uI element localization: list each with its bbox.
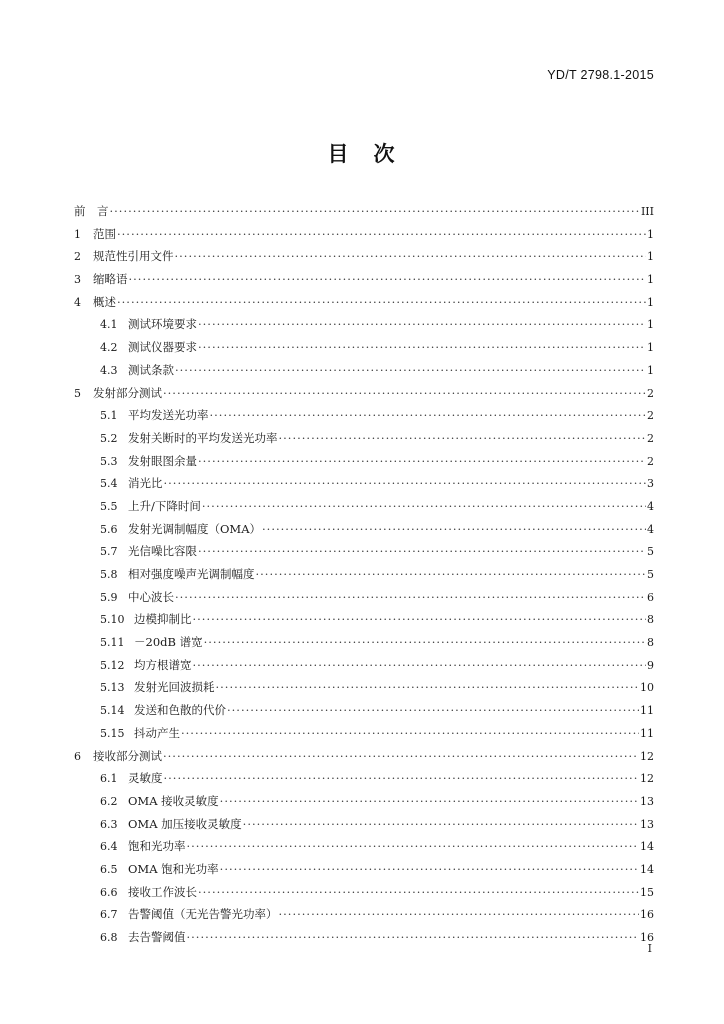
- toc-entry-number: 6.7: [100, 908, 118, 922]
- toc-leader-dots: [227, 699, 639, 722]
- page-number: I: [647, 942, 652, 955]
- toc-entry-page: 15: [640, 885, 654, 899]
- toc-entry[interactable]: [74, 790, 654, 813]
- toc-entry[interactable]: [74, 631, 654, 654]
- toc-entry[interactable]: [74, 359, 654, 382]
- toc-entry-page: 14: [640, 840, 654, 854]
- toc-entry-title: 光信噪比容限: [128, 544, 197, 559]
- toc-entry-number: 4.2: [100, 341, 118, 355]
- toc-entry-page: III: [640, 205, 654, 218]
- toc-entry-page: 1: [647, 341, 654, 355]
- toc-leader-dots: [198, 450, 646, 473]
- toc-entry[interactable]: [74, 654, 654, 677]
- toc-entry-page: 13: [640, 794, 654, 808]
- toc-entry-page: 2: [647, 454, 654, 468]
- toc-entry-title: 消光比: [128, 476, 163, 491]
- toc-leader-dots: [117, 291, 646, 314]
- toc-entry-title: 中心波长: [128, 589, 174, 604]
- toc-entry-page: 1: [647, 250, 654, 264]
- toc-entry-title: 告警阈值（无光告警光功率）: [128, 907, 278, 922]
- toc-entry-number: 2: [74, 250, 81, 264]
- toc-entry-page: 1: [647, 227, 654, 241]
- toc-entry-page: 12: [640, 749, 654, 763]
- toc-entry[interactable]: [74, 813, 654, 836]
- toc-entry[interactable]: [74, 495, 654, 518]
- toc-entry-number: 4: [74, 295, 81, 309]
- toc-entry-page: 10: [640, 681, 654, 695]
- toc-entry-page: 2: [647, 386, 654, 400]
- toc-leader-dots: [175, 245, 647, 268]
- toc-entry-page: 5: [647, 568, 654, 581]
- toc-entry-page: 5: [647, 545, 654, 559]
- toc-entry-number: 6: [74, 749, 81, 763]
- toc-entry[interactable]: [74, 518, 654, 541]
- toc-entry-page: 8: [647, 636, 654, 650]
- toc-entry-page: 16: [640, 931, 654, 944]
- toc-entry-title: OMA 饱和光功率: [128, 861, 219, 876]
- toc-entry-page: 2: [647, 431, 654, 445]
- toc-leader-dots: [198, 881, 639, 904]
- toc-entry-title: 相对强度噪声光调制幅度: [128, 567, 255, 581]
- toc-entry[interactable]: [74, 563, 654, 586]
- toc-leader-dots: [163, 745, 639, 768]
- toc-entry[interactable]: [74, 223, 654, 246]
- toc-entry-number: 5.14: [100, 704, 125, 718]
- toc-entry-page: 4: [647, 499, 654, 513]
- toc-entry[interactable]: [74, 268, 654, 291]
- toc-leader-dots: [216, 676, 640, 699]
- toc-entry[interactable]: [74, 313, 654, 336]
- toc-leader-dots: [187, 926, 640, 949]
- toc-entry-title: 接收部分测试: [93, 748, 162, 763]
- toc-entry-title: 概述: [93, 294, 116, 309]
- toc-leader-dots: [220, 790, 639, 813]
- toc-entry-title: 边模抑制比: [134, 612, 192, 627]
- toc-entry-page: 13: [640, 817, 654, 831]
- toc-leader-dots: [279, 427, 647, 450]
- toc-leader-dots: [129, 268, 647, 291]
- toc-title: 目 次: [327, 142, 397, 166]
- toc-entry[interactable]: [74, 291, 654, 314]
- toc-entry-title: 测试仪器要求: [128, 340, 197, 355]
- toc-entry-title: 前 言: [74, 204, 109, 218]
- toc-entry-page: 12: [640, 772, 654, 786]
- toc-entry-number: 5.3: [100, 454, 118, 468]
- toc-entry-title: 测试条款: [128, 362, 174, 377]
- toc-entry[interactable]: [74, 699, 654, 722]
- toc-entry-page: 4: [647, 522, 654, 536]
- toc-leader-dots: [181, 722, 639, 745]
- toc-entry-number: 5.11: [100, 636, 125, 650]
- toc-entry[interactable]: [74, 722, 654, 745]
- toc-entry-title: OMA 加压接收灵敏度: [128, 816, 242, 831]
- toc-entry[interactable]: [74, 450, 654, 473]
- toc-leader-dots: [210, 404, 647, 427]
- toc-entry-page: 2: [647, 409, 654, 423]
- toc-entry-title: 发射光回波损耗: [134, 680, 215, 695]
- toc-entry-number: 5.2: [100, 431, 118, 445]
- toc-entry-title: 去告警阈值: [128, 930, 186, 944]
- toc-entry[interactable]: [74, 404, 654, 427]
- toc-entry-title: 发射眼图余量: [128, 453, 197, 468]
- toc-entry-page: 9: [647, 658, 654, 672]
- toc-entry-number: 5.13: [100, 681, 125, 695]
- toc-entry-number: 5.9: [100, 590, 118, 604]
- toc-entry-number: 6.4: [100, 840, 118, 854]
- toc-entry-title: 平均发送光功率: [128, 408, 209, 423]
- toc-entry-page: 11: [640, 726, 654, 740]
- toc-entry-page: 1: [647, 318, 654, 332]
- toc-leader-dots: [193, 608, 647, 631]
- toc-entry-number: 5.5: [100, 499, 118, 513]
- toc-entry-number: 5.7: [100, 545, 118, 559]
- toc-entry-number: 6.2: [100, 794, 118, 808]
- toc-entry[interactable]: [74, 540, 654, 563]
- toc-entry-page: 1: [647, 295, 654, 309]
- toc-entry-number: 6.8: [100, 931, 118, 944]
- toc-entry-page: 14: [640, 862, 654, 876]
- toc-entry-number: 5.6: [100, 522, 118, 536]
- toc-leader-dots: [243, 813, 639, 836]
- toc-entry[interactable]: [74, 926, 654, 949]
- toc-leader-dots: [198, 336, 646, 359]
- toc-leader-dots: [198, 540, 646, 563]
- toc-entry[interactable]: [74, 245, 654, 268]
- toc-entry[interactable]: [74, 586, 654, 609]
- toc-entry[interactable]: [74, 767, 654, 790]
- toc-entry[interactable]: [74, 472, 654, 495]
- toc-entry-page: 11: [640, 704, 654, 718]
- toc-entry-title: 均方根谱宽: [134, 657, 192, 672]
- toc-entry[interactable]: [74, 382, 654, 405]
- toc-entry-number: 5.15: [100, 726, 125, 740]
- toc-entry-title: 上升/下降时间: [128, 498, 201, 513]
- toc-entry-title: －20dB 谱宽: [134, 635, 203, 650]
- toc-entry-page: 16: [640, 908, 654, 922]
- table-of-contents: [74, 200, 654, 949]
- toc-entry-number: 4.1: [100, 318, 118, 332]
- toc-entry-number: 5.12: [100, 658, 125, 672]
- toc-leader-dots: [202, 495, 646, 518]
- toc-entry[interactable]: [74, 676, 654, 699]
- toc-leader-dots: [175, 359, 646, 382]
- toc-leader-dots: [204, 631, 646, 654]
- toc-entry-number: 6.5: [100, 862, 118, 876]
- toc-entry-title: 规范性引用文件: [93, 249, 174, 264]
- toc-entry-page: 6: [647, 590, 654, 604]
- toc-entry-number: 6.3: [100, 817, 118, 831]
- toc-leader-dots: [193, 654, 647, 677]
- standard-code: YD/T 2798.1-2015: [547, 68, 654, 82]
- toc-entry-title: 抖动产生: [134, 725, 180, 740]
- toc-entry-title: 发送和色散的代价: [134, 703, 226, 718]
- toc-leader-dots: [279, 903, 640, 926]
- toc-leader-dots: [187, 835, 640, 858]
- toc-entry-number: 4.3: [100, 363, 118, 377]
- toc-leader-dots: [164, 472, 647, 495]
- toc-leader-dots: [117, 223, 646, 246]
- toc-entry[interactable]: [74, 903, 654, 926]
- toc-entry-title: 测试环境要求: [128, 317, 197, 332]
- toc-leader-dots: [220, 858, 639, 881]
- toc-entry-page: 3: [647, 477, 654, 491]
- toc-entry-title: 灵敏度: [128, 771, 163, 786]
- toc-entry-number: 5.8: [100, 568, 118, 581]
- toc-entry[interactable]: [74, 858, 654, 881]
- toc-entry[interactable]: [74, 336, 654, 359]
- toc-entry-title: OMA 接收灵敏度: [128, 793, 219, 808]
- toc-entry-number: 3: [74, 273, 81, 287]
- toc-leader-dots: [164, 767, 640, 790]
- toc-entry-page: 1: [647, 363, 654, 377]
- toc-entry-number: 5: [74, 386, 81, 400]
- toc-entry-title: 缩略语: [93, 272, 128, 287]
- toc-leader-dots: [175, 586, 646, 609]
- toc-entry-title: 接收工作波长: [128, 884, 197, 899]
- toc-leader-dots: [256, 563, 647, 586]
- toc-leader-dots: [198, 313, 646, 336]
- toc-entry-title: 发射光调制幅度（OMA）: [128, 521, 262, 536]
- toc-entry-title: 饱和光功率: [128, 839, 186, 854]
- toc-entry-number: 5.10: [100, 613, 125, 627]
- toc-entry[interactable]: [74, 835, 654, 858]
- toc-leader-dots: [110, 200, 640, 223]
- toc-entry[interactable]: [74, 427, 654, 450]
- toc-entry-number: 5.1: [100, 409, 118, 423]
- toc-entry-number: 5.4: [100, 477, 118, 491]
- toc-entry-number: 6.1: [100, 772, 118, 786]
- toc-leader-dots: [163, 382, 646, 405]
- toc-entry-page: 1: [647, 273, 654, 287]
- toc-entry-title: 发射部分测试: [93, 385, 162, 400]
- toc-entry-number: 1: [74, 227, 81, 241]
- toc-entry[interactable]: [74, 200, 654, 223]
- toc-entry[interactable]: [74, 745, 654, 768]
- toc-entry-page: 8: [647, 613, 654, 627]
- toc-entry[interactable]: [74, 608, 654, 631]
- toc-entry-title: 发射关断时的平均发送光功率: [128, 430, 278, 445]
- toc-leader-dots: [262, 518, 646, 541]
- toc-entry-title: 范围: [93, 226, 116, 241]
- toc-entry[interactable]: [74, 881, 654, 904]
- toc-entry-number: 6.6: [100, 885, 118, 899]
